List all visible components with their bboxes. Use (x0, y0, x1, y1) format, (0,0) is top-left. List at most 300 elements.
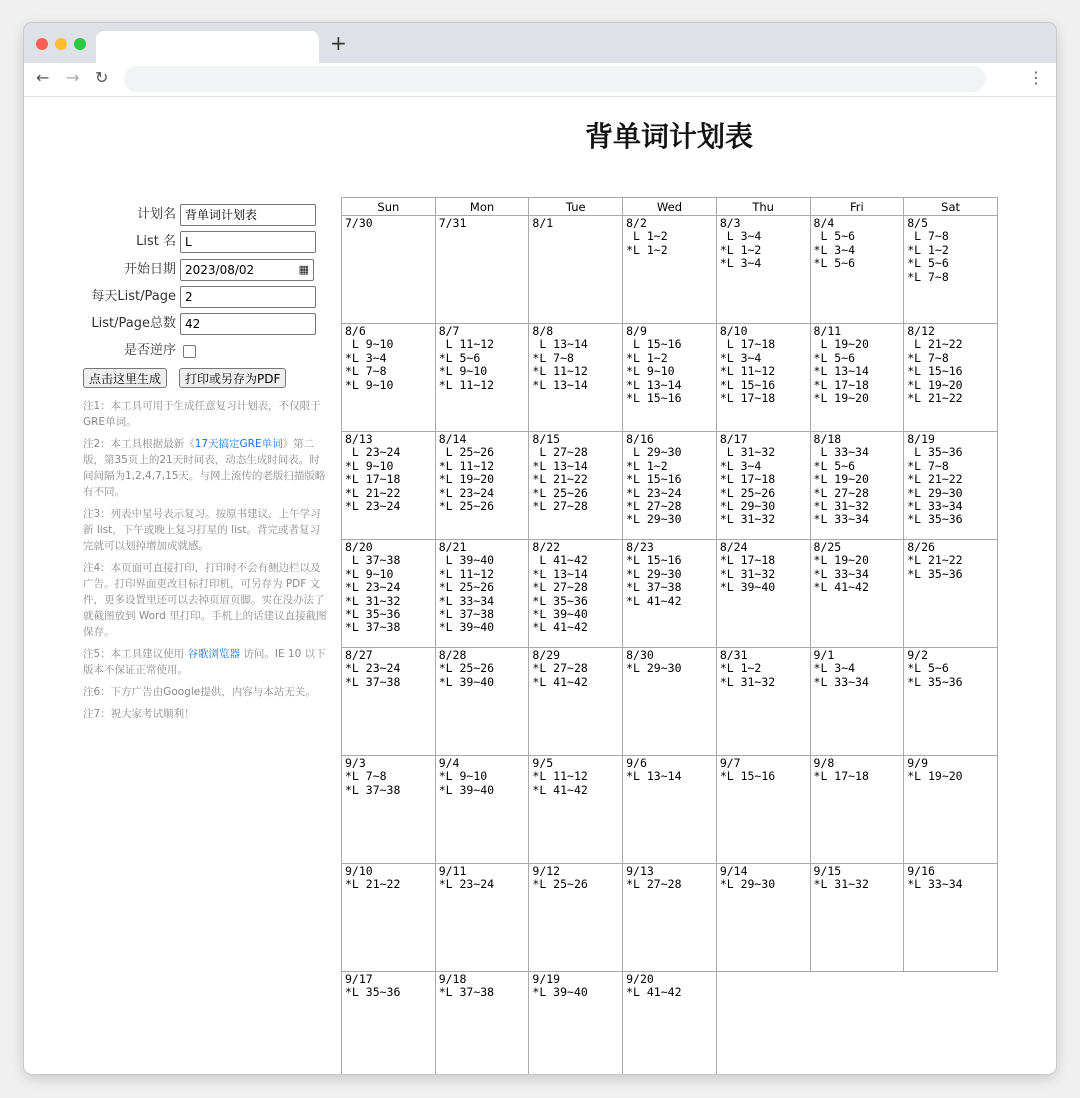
review-entry: *L 15~16 (626, 391, 682, 406)
review-entry: *L 27~28 (532, 499, 588, 514)
review-entry: *L 33~34 (907, 877, 963, 892)
review-entry: *L 31~32 (719, 566, 776, 581)
day-date: 8/4 (813, 216, 835, 230)
review-entry: *L 17~18 (345, 472, 401, 487)
calendar-day-cell (716, 540, 810, 648)
review-entry: *L 27~28 (532, 580, 588, 595)
review-entry: *L 15~16 (626, 472, 682, 487)
calendar-day-cell (810, 864, 904, 972)
day-date: 8/9 (626, 324, 647, 338)
calendar-day-cell (904, 324, 998, 432)
day-date: 8/20 (345, 540, 373, 554)
day-date: 8/24 (719, 540, 748, 554)
day-date: 8/25 (813, 540, 842, 554)
day-date: 8/26 (907, 540, 935, 554)
review-entry: *L 25~26 (719, 485, 776, 500)
book-link[interactable]: 17天搞定GRE单词 (194, 438, 283, 450)
day-header-thu: Thu (716, 198, 810, 216)
minimize-window-icon[interactable] (55, 38, 67, 50)
review-entry: *L 33~34 (813, 566, 869, 581)
review-entry: *L 23~24 (345, 499, 401, 514)
calendar-day-cell (529, 540, 623, 648)
day-date: 9/17 (345, 972, 373, 986)
review-entry: *L 21~22 (907, 553, 963, 568)
calendar-week-row (342, 756, 998, 864)
review-entry: *L 7~8 (907, 350, 949, 365)
review-entry: *L 5~6 (813, 350, 856, 365)
calendar-day-cell (435, 324, 529, 432)
new-list-entry: L 5~6 (813, 229, 856, 244)
calendar-day-cell (529, 972, 623, 1075)
review-entry: *L 41~42 (626, 985, 682, 1000)
day-date: 8/22 (532, 540, 561, 554)
new-list-entry: L 11~12 (438, 337, 495, 352)
review-entry: *L 35~36 (907, 674, 963, 689)
day-date: 9/10 (345, 864, 373, 878)
start-date-value: 2023/08/02 (185, 263, 255, 277)
calendar-day-cell (435, 756, 529, 864)
address-bar[interactable] (124, 66, 986, 92)
review-entry: *L 33~34 (813, 674, 869, 689)
review-entry: *L 17~18 (813, 377, 869, 392)
calendar-header-row (342, 198, 998, 216)
review-entry: *L 41~42 (813, 580, 869, 595)
day-date: 9/14 (719, 864, 748, 878)
print-button[interactable]: 打印或另存为PDF (179, 368, 286, 388)
empty-cell (904, 972, 998, 1075)
day-date: 8/11 (813, 324, 842, 338)
day-date: 8/28 (438, 648, 467, 662)
reload-icon[interactable]: ↻ (95, 68, 109, 87)
day-header-sun: Sun (342, 198, 436, 216)
new-list-entry: L 7~8 (907, 229, 949, 244)
review-entry: *L 39~40 (438, 674, 495, 689)
calendar-week-row (342, 972, 998, 1075)
review-entry: *L 11~12 (719, 364, 776, 379)
calendar-day-cell (716, 648, 810, 756)
day-date: 8/21 (438, 540, 467, 554)
calendar-day-cell (810, 216, 904, 324)
review-entry: *L 31~32 (719, 512, 776, 527)
calendar-week-row (342, 216, 998, 324)
note-5 (83, 646, 329, 678)
review-entry: *L 23~24 (345, 661, 401, 676)
day-date: 9/16 (907, 864, 935, 878)
review-entry: *L 27~28 (626, 499, 682, 514)
review-entry: *L 39~40 (532, 607, 588, 622)
calendar-day-cell (435, 648, 529, 756)
note-3: 注3：列表中星号表示复习。按原书建议，上午学习新 list，下午或晚上复习打星的 list。背完或者复习完就可以划掉增加成就感。 (83, 508, 321, 552)
day-date: 9/2 (907, 648, 928, 662)
day-date: 9/7 (719, 756, 741, 770)
calendar-day-cell (623, 216, 717, 324)
review-entry: *L 17~18 (719, 553, 776, 568)
note-1: 注1：本工具可用于生成任意复习计划表，不仅限于GRE单词。 (83, 400, 321, 428)
new-tab-icon[interactable]: + (330, 31, 347, 55)
day-date: 8/15 (532, 432, 561, 446)
review-entry: *L 39~40 (532, 985, 588, 1000)
day-date: 9/8 (813, 756, 835, 770)
browser-toolbar (24, 63, 1056, 97)
new-list-entry: L 19~20 (813, 337, 869, 352)
day-date: 8/29 (532, 648, 561, 662)
button-row (83, 368, 343, 390)
new-list-entry: L 35~36 (907, 445, 963, 460)
per-day-input[interactable]: 2 (180, 286, 316, 308)
review-entry: *L 23~24 (438, 877, 495, 892)
calendar-day-cell (810, 648, 904, 756)
day-header-sat: Sat (904, 198, 998, 216)
start-date-input[interactable] (180, 259, 314, 281)
calendar-day-cell (435, 432, 529, 540)
new-list-entry: L 25~26 (438, 445, 495, 460)
review-entry: *L 1~2 (626, 350, 668, 365)
review-entry: *L 9~10 (345, 566, 394, 581)
review-entry: *L 3~4 (345, 350, 387, 365)
new-list-entry: L 17~18 (719, 337, 776, 352)
maximize-window-icon[interactable] (74, 38, 86, 50)
chrome-link[interactable]: 谷歌浏览器 (187, 648, 241, 660)
review-entry: *L 13~14 (532, 566, 588, 581)
start-date-label: 开始日期 (123, 262, 176, 277)
new-list-entry: L 29~30 (626, 445, 682, 460)
review-entry: *L 37~38 (438, 607, 495, 622)
review-entry: *L 1~2 (719, 242, 762, 257)
calendar-day-cell (623, 324, 717, 432)
calendar-day-cell (716, 216, 810, 324)
review-entry: *L 1~2 (719, 661, 762, 676)
new-list-entry: L 1~2 (626, 229, 668, 244)
review-entry: *L 33~34 (907, 499, 963, 514)
list-name-label: List 名 (136, 234, 176, 249)
review-entry: *L 35~36 (532, 593, 588, 608)
browser-window (24, 23, 1056, 1074)
review-entry: *L 41~42 (532, 620, 588, 635)
calendar-week-row (342, 648, 998, 756)
review-entry: *L 29~30 (626, 566, 682, 581)
calendar-table (341, 197, 998, 1074)
review-entry: *L 19~20 (813, 391, 869, 406)
calendar-day-cell (810, 756, 904, 864)
calendar-day-cell (716, 432, 810, 540)
calendar-day-cell (904, 540, 998, 648)
day-date: 8/18 (813, 432, 842, 446)
calendar-day-cell (623, 648, 717, 756)
plan-name-input[interactable]: 背单词计划表 (180, 204, 316, 226)
review-entry: *L 19~20 (813, 472, 869, 487)
review-entry: *L 21~22 (345, 877, 401, 892)
review-entry: *L 11~12 (438, 566, 495, 581)
day-date: 9/3 (345, 756, 366, 770)
day-date: 8/5 (907, 216, 928, 230)
notes-section (83, 398, 329, 728)
review-entry: *L 31~32 (813, 877, 869, 892)
note-5-text-end: 访问。IE 10 以下版本不保证正常使用。 (83, 648, 326, 676)
note-4: 注4：本页面可直接打印，打印时不会有侧边栏以及广告。打印界面更改目标打印机，可另存为 PDF 文件，更多设置里还可以去掉页眉页脚。实在没办法了就截图放到 Word 里打印。手机上的话建议直接截图保存。 (83, 562, 327, 638)
new-list-entry: L 3~4 (719, 229, 762, 244)
new-list-entry: L 15~16 (626, 337, 682, 352)
review-entry: *L 35~36 (907, 566, 963, 581)
review-entry: *L 15~16 (719, 769, 776, 784)
calendar-day-cell (342, 972, 436, 1075)
calendar-day-cell (716, 756, 810, 864)
review-entry: *L 5~6 (813, 256, 856, 271)
day-date: 9/6 (626, 756, 647, 770)
day-header-tue: Tue (529, 198, 623, 216)
review-entry: *L 9~10 (345, 377, 394, 392)
calendar-day-cell (529, 648, 623, 756)
review-entry: *L 29~30 (907, 485, 963, 500)
calendar-day-cell (904, 756, 998, 864)
review-entry: *L 35~36 (907, 512, 963, 527)
review-entry: *L 7~8 (345, 769, 387, 784)
review-entry: *L 23~24 (626, 485, 682, 500)
review-entry: *L 3~4 (719, 256, 762, 271)
day-header-mon: Mon (435, 198, 529, 216)
review-entry: *L 9~10 (438, 769, 488, 784)
day-date: 7/30 (345, 216, 373, 230)
review-entry: *L 31~32 (813, 499, 869, 514)
calendar-day-cell (342, 432, 436, 540)
day-date: 9/12 (532, 864, 561, 878)
new-list-entry: L 21~22 (907, 337, 963, 352)
day-date: 9/9 (907, 756, 928, 770)
review-entry: *L 37~38 (345, 674, 401, 689)
calendar-day-cell (716, 864, 810, 972)
review-entry: *L 7~8 (345, 364, 387, 379)
review-entry: *L 5~6 (813, 458, 856, 473)
review-entry: *L 3~4 (719, 350, 762, 365)
note-6: 注6：下方广告由Google提供，内容与本站无关。 (83, 686, 316, 698)
day-date: 8/1 (532, 216, 554, 230)
calendar-day-cell (716, 324, 810, 432)
review-entry: *L 11~12 (438, 458, 495, 473)
forward-icon[interactable]: → (66, 68, 80, 87)
day-date: 9/5 (532, 756, 554, 770)
day-header-fri: Fri (810, 198, 904, 216)
day-date: 8/16 (626, 432, 654, 446)
review-entry: *L 19~20 (813, 553, 869, 568)
review-entry: *L 37~38 (345, 782, 401, 797)
reverse-label: 是否逆序 (123, 343, 176, 358)
review-entry: *L 41~42 (626, 593, 682, 608)
calendar-day-cell (342, 756, 436, 864)
calendar-day-cell (623, 432, 717, 540)
review-entry: *L 37~38 (626, 580, 682, 595)
note-2-text-end: 》第二版，第35页上的21天时间表，动态生成时间表。时间间隔为1,2,4,7,15天。与网上流传的老版扫描版略有不同。 (83, 438, 326, 498)
calendar-week-row (342, 540, 998, 648)
generate-button[interactable]: 点击这里生成 (83, 368, 167, 388)
calendar-day-cell (623, 756, 717, 864)
review-entry: *L 1~2 (626, 458, 668, 473)
review-entry: *L 9~10 (345, 458, 394, 473)
new-list-entry: L 41~42 (532, 553, 588, 568)
review-entry: *L 13~14 (813, 364, 869, 379)
review-entry: *L 31~32 (719, 674, 776, 689)
calendar-day-cell (529, 324, 623, 432)
close-window-icon[interactable] (36, 38, 48, 50)
review-entry: *L 25~26 (438, 580, 495, 595)
day-date: 8/27 (345, 648, 373, 662)
day-date: 8/31 (719, 648, 748, 662)
review-entry: *L 27~28 (813, 485, 869, 500)
review-entry: *L 13~14 (532, 458, 588, 473)
calendar-body (342, 216, 998, 1075)
new-list-entry: L 9~10 (345, 337, 394, 352)
calendar-day-cell (529, 216, 623, 324)
page-title: 背单词计划表 (584, 120, 753, 153)
review-entry: *L 17~18 (719, 391, 776, 406)
calendar-day-cell (342, 540, 436, 648)
day-date: 8/14 (438, 432, 467, 446)
calendar-day-cell (623, 540, 717, 648)
review-entry: *L 9~10 (438, 364, 488, 379)
plan-name-label: 计划名 (136, 207, 176, 222)
review-entry: *L 35~36 (345, 607, 401, 622)
review-entry: *L 37~38 (438, 985, 495, 1000)
new-list-entry: L 39~40 (438, 553, 495, 568)
calendar-icon[interactable]: ▦ (298, 263, 309, 276)
review-entry: *L 31~32 (345, 593, 401, 608)
review-entry: *L 13~14 (626, 769, 682, 784)
review-entry: *L 11~12 (532, 364, 588, 379)
calendar-day-cell (435, 216, 529, 324)
review-entry: *L 25~26 (532, 877, 588, 892)
calendar-day-cell (529, 432, 623, 540)
review-entry: *L 41~42 (532, 674, 588, 689)
calendar-day-cell (342, 864, 436, 972)
review-entry: *L 15~16 (907, 364, 963, 379)
calendar-day-cell (810, 432, 904, 540)
calendar-day-cell (623, 864, 717, 972)
calendar-day-cell (529, 864, 623, 972)
day-date: 8/7 (438, 324, 460, 338)
review-entry: *L 19~20 (907, 377, 963, 392)
review-entry: *L 27~28 (532, 661, 588, 676)
review-entry: *L 3~4 (813, 661, 856, 676)
day-header-wed: Wed (623, 198, 717, 216)
day-date: 8/30 (626, 648, 654, 662)
review-entry: *L 5~6 (438, 350, 481, 365)
calendar-week-row (342, 864, 998, 972)
review-entry: *L 23~24 (345, 580, 401, 595)
tab-bar (24, 23, 1056, 63)
review-entry: *L 39~40 (438, 782, 495, 797)
day-date: 8/17 (719, 432, 748, 446)
reverse-checkbox[interactable] (183, 345, 196, 358)
day-date: 9/15 (813, 864, 842, 878)
review-entry: *L 3~4 (813, 242, 856, 257)
calendar-day-cell (904, 864, 998, 972)
day-date: 8/12 (907, 324, 935, 338)
per-day-label: 每天List/Page (91, 289, 176, 304)
review-entry: *L 39~40 (719, 580, 776, 595)
calendar-day-cell (342, 216, 436, 324)
note-2-text: 注2：本工具根据最新《 (83, 438, 195, 450)
note-2 (83, 436, 329, 500)
new-list-entry: L 31~32 (719, 445, 776, 460)
review-entry: *L 21~22 (907, 472, 963, 487)
review-entry: *L 19~20 (907, 769, 963, 784)
review-entry: *L 1~2 (626, 242, 668, 257)
calendar-week-row (342, 324, 998, 432)
calendar-day-cell (810, 324, 904, 432)
day-date: 9/4 (438, 756, 460, 770)
review-entry: *L 33~34 (813, 512, 869, 527)
review-entry: *L 21~22 (345, 485, 401, 500)
review-entry: *L 35~36 (345, 985, 401, 1000)
day-date: 8/8 (532, 324, 554, 338)
review-entry: *L 11~12 (438, 377, 495, 392)
calendar-day-cell (810, 540, 904, 648)
review-entry: *L 23~24 (438, 485, 495, 500)
review-entry: *L 11~12 (532, 769, 588, 784)
calendar-day-cell (435, 540, 529, 648)
browser-menu-icon[interactable]: ⋮ (1028, 68, 1044, 87)
day-date: 8/10 (719, 324, 748, 338)
review-entry: *L 13~14 (626, 377, 682, 392)
day-date: 9/13 (626, 864, 654, 878)
review-entry: *L 5~6 (907, 256, 949, 271)
review-entry: *L 25~26 (532, 485, 588, 500)
calendar-day-cell (623, 972, 717, 1075)
review-entry: *L 15~16 (719, 377, 776, 392)
review-entry: *L 3~4 (719, 458, 762, 473)
day-date: 9/20 (626, 972, 654, 986)
review-entry: *L 15~16 (626, 553, 682, 568)
note-7: 注7：祝大家考试顺利！ (83, 708, 195, 720)
review-entry: *L 1~2 (907, 242, 949, 257)
note-5-text: 注5：本工具建议使用 (83, 648, 188, 660)
day-date: 9/18 (438, 972, 467, 986)
active-tab[interactable] (96, 31, 319, 63)
review-entry: *L 41~42 (532, 782, 588, 797)
new-list-entry: L 23~24 (345, 445, 401, 460)
review-entry: *L 7~8 (907, 269, 949, 284)
review-entry: *L 17~18 (813, 769, 869, 784)
review-entry: *L 19~20 (438, 472, 495, 487)
calendar-day-cell (904, 432, 998, 540)
new-list-entry: L 27~28 (532, 445, 588, 460)
calendar-day-cell (435, 972, 529, 1075)
review-entry: *L 21~22 (907, 391, 963, 406)
day-date: 8/6 (345, 324, 366, 338)
review-entry: *L 29~30 (626, 512, 682, 527)
review-entry: *L 9~10 (626, 364, 675, 379)
review-entry: *L 7~8 (532, 350, 574, 365)
calendar-week-row (342, 432, 998, 540)
calendar-day-cell (904, 216, 998, 324)
day-date: 9/19 (532, 972, 561, 986)
review-entry: *L 33~34 (438, 593, 495, 608)
calendar-day-cell (435, 864, 529, 972)
day-date: 8/3 (719, 216, 741, 230)
new-list-entry: L 37~38 (345, 553, 401, 568)
back-icon[interactable]: ← (36, 68, 50, 87)
total-input[interactable]: 42 (180, 313, 316, 335)
empty-cell (810, 972, 904, 1075)
review-entry: *L 7~8 (907, 458, 949, 473)
review-entry: *L 29~30 (719, 877, 776, 892)
list-name-input[interactable]: L (180, 231, 316, 253)
day-date: 8/2 (626, 216, 647, 230)
day-date: 9/1 (813, 648, 835, 662)
day-date: 7/31 (438, 216, 467, 230)
total-label: List/Page总数 (91, 316, 176, 331)
review-entry: *L 5~6 (907, 661, 949, 676)
calendar-day-cell (904, 648, 998, 756)
review-entry: *L 29~30 (626, 661, 682, 676)
